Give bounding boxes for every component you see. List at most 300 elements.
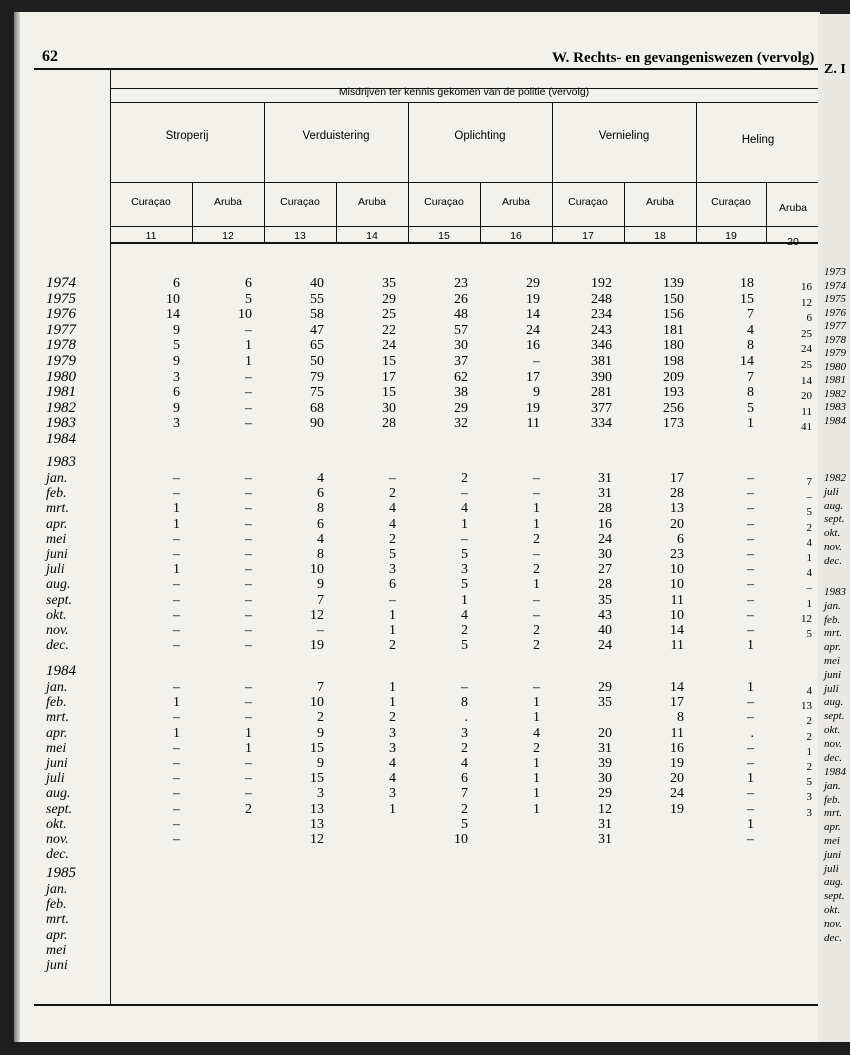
table-cell: 9 [317, 577, 324, 592]
next-page-row-label: mrt. [824, 807, 843, 819]
column-subheader: Aruba [645, 196, 675, 208]
column-number: 19 [725, 230, 737, 242]
row-label: mrt. [46, 912, 69, 927]
table-cell: – [245, 501, 252, 516]
table-cell: 58 [310, 307, 324, 322]
table-cell: 57 [454, 323, 468, 338]
table-cell: 65 [310, 338, 324, 353]
table-cell: 48 [454, 307, 468, 322]
table-cell: 6 [461, 771, 468, 786]
table-cell: 3 [461, 562, 468, 577]
table-cell: 1 [173, 695, 180, 710]
next-page-row-label: okt. [824, 904, 841, 916]
table-cell: 3 [806, 807, 812, 819]
table-cell: – [747, 547, 754, 562]
next-page-row-label: 1982 [824, 472, 846, 484]
col-rule [696, 102, 697, 244]
table-cell: 6 [806, 312, 812, 324]
next-page-row-label: jan. [824, 600, 841, 612]
table-cell: – [533, 547, 540, 562]
table-cell: 40 [310, 276, 324, 291]
next-page-row-label: juni [824, 849, 842, 861]
table-cell: 29 [382, 292, 396, 307]
row-label: apr. [46, 726, 68, 741]
table-cell: 4 [461, 756, 468, 771]
table-cell: – [245, 517, 252, 532]
table-cell: 14 [740, 354, 754, 369]
table-cell: 5 [461, 638, 468, 653]
table-cell: 13 [310, 802, 324, 817]
table-cell: 2 [461, 471, 468, 486]
table-cell: 5 [806, 776, 812, 788]
row-label: mei [46, 741, 67, 756]
group-rule [110, 182, 820, 183]
table-cell: 30 [598, 771, 612, 786]
table-cell: 1 [747, 680, 754, 695]
next-page-row-label: dec. [824, 932, 843, 944]
row-label: dec. [46, 847, 69, 862]
col-rule [264, 102, 265, 244]
table-cell: 25 [382, 307, 396, 322]
table-cell: – [173, 486, 180, 501]
table-cell: 192 [591, 276, 612, 291]
table-cell: – [173, 817, 180, 832]
table-cell: 24 [526, 323, 540, 338]
table-cell: – [533, 593, 540, 608]
table-cell: 234 [591, 307, 612, 322]
table-cell: 4 [747, 323, 754, 338]
table-cell: 7 [461, 786, 468, 801]
table-cell: 1 [389, 695, 396, 710]
table-cell: 24 [598, 638, 612, 653]
row-label: juni [46, 547, 68, 562]
table-cell: 1 [389, 623, 396, 638]
table-cell: 1 [173, 726, 180, 741]
row-label: apr. [46, 517, 68, 532]
table-cell: – [245, 638, 252, 653]
table-cell: 1 [747, 817, 754, 832]
table-cell: 334 [591, 416, 612, 431]
table-cell: 7 [806, 476, 812, 488]
table-cell: 7 [317, 680, 324, 695]
table-cell: 8 [747, 338, 754, 353]
table-cell: 43 [598, 608, 612, 623]
table-cell: 29 [526, 276, 540, 291]
table-cell: 6 [173, 385, 180, 400]
table-cell: – [173, 593, 180, 608]
next-page-row-label: feb. [824, 794, 841, 806]
table-cell: 17 [526, 370, 540, 385]
page-header: W. Rechts- en gevangeniswezen (vervolg) [552, 50, 815, 66]
next-page-row-label: sept. [824, 710, 845, 722]
table-cell: 6 [677, 532, 684, 547]
column-subheader: Curaçao [568, 196, 608, 208]
row-label: feb. [46, 897, 67, 912]
table-cell: 4 [317, 471, 324, 486]
table-cell: 2 [389, 638, 396, 653]
next-page-row-label: sept. [824, 513, 845, 525]
table-cell: 19 [670, 756, 684, 771]
table-cell: 1 [245, 741, 252, 756]
next-page-row-label: aug. [824, 696, 844, 708]
table-cell: 4 [533, 726, 540, 741]
table-cell: 19 [310, 638, 324, 653]
table-cell: 8 [317, 547, 324, 562]
table-cell: 12 [310, 608, 324, 623]
table-cell: 1 [389, 802, 396, 817]
table-cell: 11 [526, 416, 540, 431]
next-page-row-label: 1984 [824, 766, 846, 778]
table-cell: 3 [389, 741, 396, 756]
row-label: mrt. [46, 710, 69, 725]
table-cell: 47 [310, 323, 324, 338]
row-label: mrt. [46, 501, 69, 516]
row-label: jan. [46, 882, 68, 897]
table-cell: 38 [454, 385, 468, 400]
table-cell: – [461, 486, 468, 501]
table-cell: 4 [806, 537, 812, 549]
table-cell: 1 [173, 501, 180, 516]
table-cell: – [245, 756, 252, 771]
table-cell: 79 [310, 370, 324, 385]
next-page-row-label: 1984 [824, 414, 846, 427]
next-page-edge [818, 14, 850, 1042]
next-page-row-label: nov. [824, 918, 842, 930]
table-cell: 50 [310, 354, 324, 369]
table-cell: 55 [310, 292, 324, 307]
table-cell: – [747, 608, 754, 623]
table-cell: 1 [389, 608, 396, 623]
table-cell: 1 [533, 517, 540, 532]
table-cell: – [747, 577, 754, 592]
table-cell: – [747, 471, 754, 486]
column-number: 12 [222, 230, 234, 242]
table-cell: 12 [310, 832, 324, 847]
table-title: Misdrijven ter kennis gekomen van de politie (vervolg) [338, 86, 590, 98]
table-cell: – [389, 471, 396, 486]
table-cell: – [245, 695, 252, 710]
table-cell: – [245, 577, 252, 592]
table-cell: 3 [173, 416, 180, 431]
table-cell: 4 [806, 567, 812, 579]
next-page-row-label: apr. [824, 821, 841, 833]
table-cell: – [245, 370, 252, 385]
title-rule [110, 102, 820, 103]
table-cell: 35 [382, 276, 396, 291]
row-label: nov. [46, 832, 69, 847]
table-cell: 2 [533, 623, 540, 638]
table-cell: 30 [598, 547, 612, 562]
year-heading: 1983 [46, 454, 76, 470]
table-cell: 1 [747, 638, 754, 653]
column-subheader: Curaçao [280, 196, 320, 208]
table-cell: 4 [461, 501, 468, 516]
table-cell: 15 [310, 771, 324, 786]
row-label: juni [46, 756, 68, 771]
next-page-row-label: juli [824, 863, 839, 875]
row-label: dec. [46, 638, 69, 653]
table-cell: 3 [806, 791, 812, 803]
next-page-row-label: 1982 [824, 387, 846, 400]
table-cell: 41 [801, 421, 812, 433]
table-cell: – [245, 623, 252, 638]
table-cell: 1 [533, 756, 540, 771]
column-number: 18 [654, 230, 666, 242]
group-header: Vernieling [598, 130, 650, 142]
column-subheader: Curaçao [424, 196, 464, 208]
table-cell: – [461, 680, 468, 695]
table-cell: 6 [173, 276, 180, 291]
table-cell: 24 [598, 532, 612, 547]
table-cell: 11 [801, 406, 812, 418]
table-cell: – [747, 741, 754, 756]
table-cell: – [747, 501, 754, 516]
table-cell: 4 [317, 532, 324, 547]
row-label: sept. [46, 593, 73, 608]
next-page-row-label: juni [824, 669, 842, 681]
table-cell: – [747, 593, 754, 608]
table-cell: 10 [670, 577, 684, 592]
next-page-row-label: 1977 [824, 320, 846, 332]
table-cell: 150 [663, 292, 684, 307]
group-header: Heling [741, 134, 775, 146]
table-cell: 15 [382, 385, 396, 400]
next-page-row-label: mrt. [824, 627, 843, 639]
table-cell: 19 [526, 401, 540, 416]
table-cell: 68 [310, 401, 324, 416]
table-cell: 10 [670, 562, 684, 577]
row-label: apr. [46, 928, 68, 943]
table-cell: 1 [806, 746, 812, 758]
table-cell: 14 [801, 375, 812, 387]
table-cell: 3 [389, 726, 396, 741]
group-header: Oplichting [454, 130, 506, 142]
table-cell: – [747, 832, 754, 847]
column-number: 17 [582, 230, 594, 242]
table-cell: 14 [526, 307, 540, 322]
table-cell: 28 [382, 416, 396, 431]
column-number: 13 [294, 230, 306, 242]
table-cell: 39 [598, 756, 612, 771]
next-page-row-label: okt. [824, 724, 841, 736]
table-cell: 5 [461, 817, 468, 832]
column-number: 15 [438, 230, 450, 242]
table-cell: 6 [317, 486, 324, 501]
table-cell: 139 [663, 276, 684, 291]
table-cell: – [173, 577, 180, 592]
table-cell: 11 [670, 593, 684, 608]
table-cell: 2 [245, 802, 252, 817]
next-page-row-label: 1974 [824, 279, 846, 292]
table-cell: – [245, 471, 252, 486]
table-cell: – [173, 802, 180, 817]
table-cell: 1 [389, 680, 396, 695]
table-cell: 17 [670, 471, 684, 486]
table-cell: 24 [382, 338, 396, 353]
table-cell: – [747, 517, 754, 532]
next-page-header: Z. I [824, 62, 846, 77]
table-cell: 17 [670, 695, 684, 710]
table-cell: 2 [806, 522, 812, 534]
next-page-row-label: mei [824, 655, 840, 667]
row-label: aug. [46, 577, 71, 592]
table-cell: 1 [533, 695, 540, 710]
table-cell: 29 [454, 401, 468, 416]
row-label: sept. [46, 802, 73, 817]
table-cell: – [245, 608, 252, 623]
table-cell: 15 [382, 354, 396, 369]
table-cell: 31 [598, 486, 612, 501]
table-cell: 2 [461, 741, 468, 756]
table-cell: – [173, 547, 180, 562]
table-cell: – [245, 771, 252, 786]
row-label: mei [46, 532, 67, 547]
table-cell: – [245, 786, 252, 801]
table-cell: 1 [461, 517, 468, 532]
table-cell: 193 [663, 385, 684, 400]
table-cell: 1 [461, 593, 468, 608]
table-cell: 16 [670, 741, 684, 756]
table-cell: 2 [533, 532, 540, 547]
column-number: 11 [145, 230, 157, 242]
table-cell: 29 [598, 680, 612, 695]
table-cell: – [245, 401, 252, 416]
table-cell: 156 [663, 307, 684, 322]
row-label: juli [46, 771, 65, 786]
table-cell: 2 [806, 731, 812, 743]
scanned-page [14, 12, 820, 1042]
table-cell: 4 [389, 517, 396, 532]
table-cell: 35 [598, 695, 612, 710]
column-subheader: Aruba [501, 196, 531, 208]
table-cell: 4 [389, 771, 396, 786]
table-cell: 8 [461, 695, 468, 710]
table-cell: – [173, 710, 180, 725]
table-cell: 5 [747, 401, 754, 416]
table-cell: 390 [591, 370, 612, 385]
table-cell: 62 [454, 370, 468, 385]
table-cell: 6 [245, 276, 252, 291]
next-page-row-label: mei [824, 835, 840, 847]
table-cell: 11 [670, 726, 684, 741]
table-cell: 10 [238, 307, 252, 322]
table-cell: 13 [310, 817, 324, 832]
stub-rule [110, 68, 111, 1004]
table-cell: 2 [461, 802, 468, 817]
table-cell: 10 [454, 832, 468, 847]
table-cell: 1 [173, 517, 180, 532]
table-cell: 9 [317, 756, 324, 771]
subhead-rule [110, 226, 820, 227]
row-label: nov. [46, 623, 69, 638]
next-page-row-label: feb. [824, 614, 841, 626]
table-cell: – [245, 562, 252, 577]
row-label: 1977 [46, 322, 76, 338]
table-cell: 31 [598, 817, 612, 832]
year-heading: 1984 [46, 663, 76, 679]
table-cell: 2 [389, 486, 396, 501]
table-cell: – [173, 638, 180, 653]
table-cell: 20 [598, 726, 612, 741]
table-cell: 37 [454, 354, 468, 369]
table-cell: 32 [454, 416, 468, 431]
table-cell: 14 [166, 307, 180, 322]
row-label: feb. [46, 695, 67, 710]
table-cell: 7 [747, 307, 754, 322]
table-cell: 281 [591, 385, 612, 400]
next-page-row-label: 1975 [824, 293, 846, 305]
table-cell: 31 [598, 741, 612, 756]
table-cell: 1 [533, 710, 540, 725]
table-cell: 3 [389, 786, 396, 801]
row-label: 1982 [46, 400, 76, 416]
table-cell: – [747, 562, 754, 577]
next-page-row-label: okt. [824, 527, 841, 539]
next-page-row-label: 1983 [824, 401, 846, 413]
table-cell: 1 [245, 338, 252, 353]
next-page-row-label: 1973 [824, 266, 846, 278]
table-cell: 90 [310, 416, 324, 431]
table-cell: 3 [173, 370, 180, 385]
table-cell: 381 [591, 354, 612, 369]
column-subheader: Aruba [778, 202, 808, 214]
table-cell: – [533, 608, 540, 623]
column-number: 16 [510, 230, 522, 242]
table-cell: 9 [173, 401, 180, 416]
table-cell: 7 [317, 593, 324, 608]
next-page-row-label: 1976 [824, 306, 846, 319]
table-cell: – [317, 623, 324, 638]
table-cell: 5 [173, 338, 180, 353]
table-cell: 2 [806, 715, 812, 727]
next-page-row-label: apr. [824, 641, 841, 653]
table-cell: – [173, 832, 180, 847]
table-cell: – [747, 695, 754, 710]
page-spine-shadow [14, 12, 20, 1042]
table-cell: – [806, 582, 812, 594]
table-cell: 1 [533, 802, 540, 817]
next-page-row-label: 1980 [824, 360, 846, 373]
column-number: 20 [787, 236, 799, 248]
row-label: 1979 [46, 353, 76, 369]
table-cell: 12 [801, 613, 812, 625]
table-cell: 1 [533, 786, 540, 801]
table-cell: 20 [670, 517, 684, 532]
next-page-row-label: dec. [824, 752, 843, 764]
table-cell: 1 [533, 771, 540, 786]
table-cell: 24 [670, 786, 684, 801]
table-cell: 11 [670, 638, 684, 653]
table-cell: 4 [389, 501, 396, 516]
table-cell: – [173, 532, 180, 547]
table-cell: 346 [591, 338, 612, 353]
table-cell: – [173, 608, 180, 623]
table-cell: 256 [663, 401, 684, 416]
table-cell: 1 [806, 552, 812, 564]
next-page-row-label: aug. [824, 876, 844, 888]
col-rule [408, 102, 409, 244]
table-cell: 29 [598, 786, 612, 801]
row-label: okt. [46, 817, 67, 832]
table-cell: 181 [663, 323, 684, 338]
table-cell: 1 [245, 354, 252, 369]
table-cell: – [245, 486, 252, 501]
row-label: 1983 [46, 415, 76, 431]
column-subheader: Aruba [357, 196, 387, 208]
table-cell: – [245, 532, 252, 547]
row-label: aug. [46, 786, 71, 801]
table-cell: 243 [591, 323, 612, 338]
